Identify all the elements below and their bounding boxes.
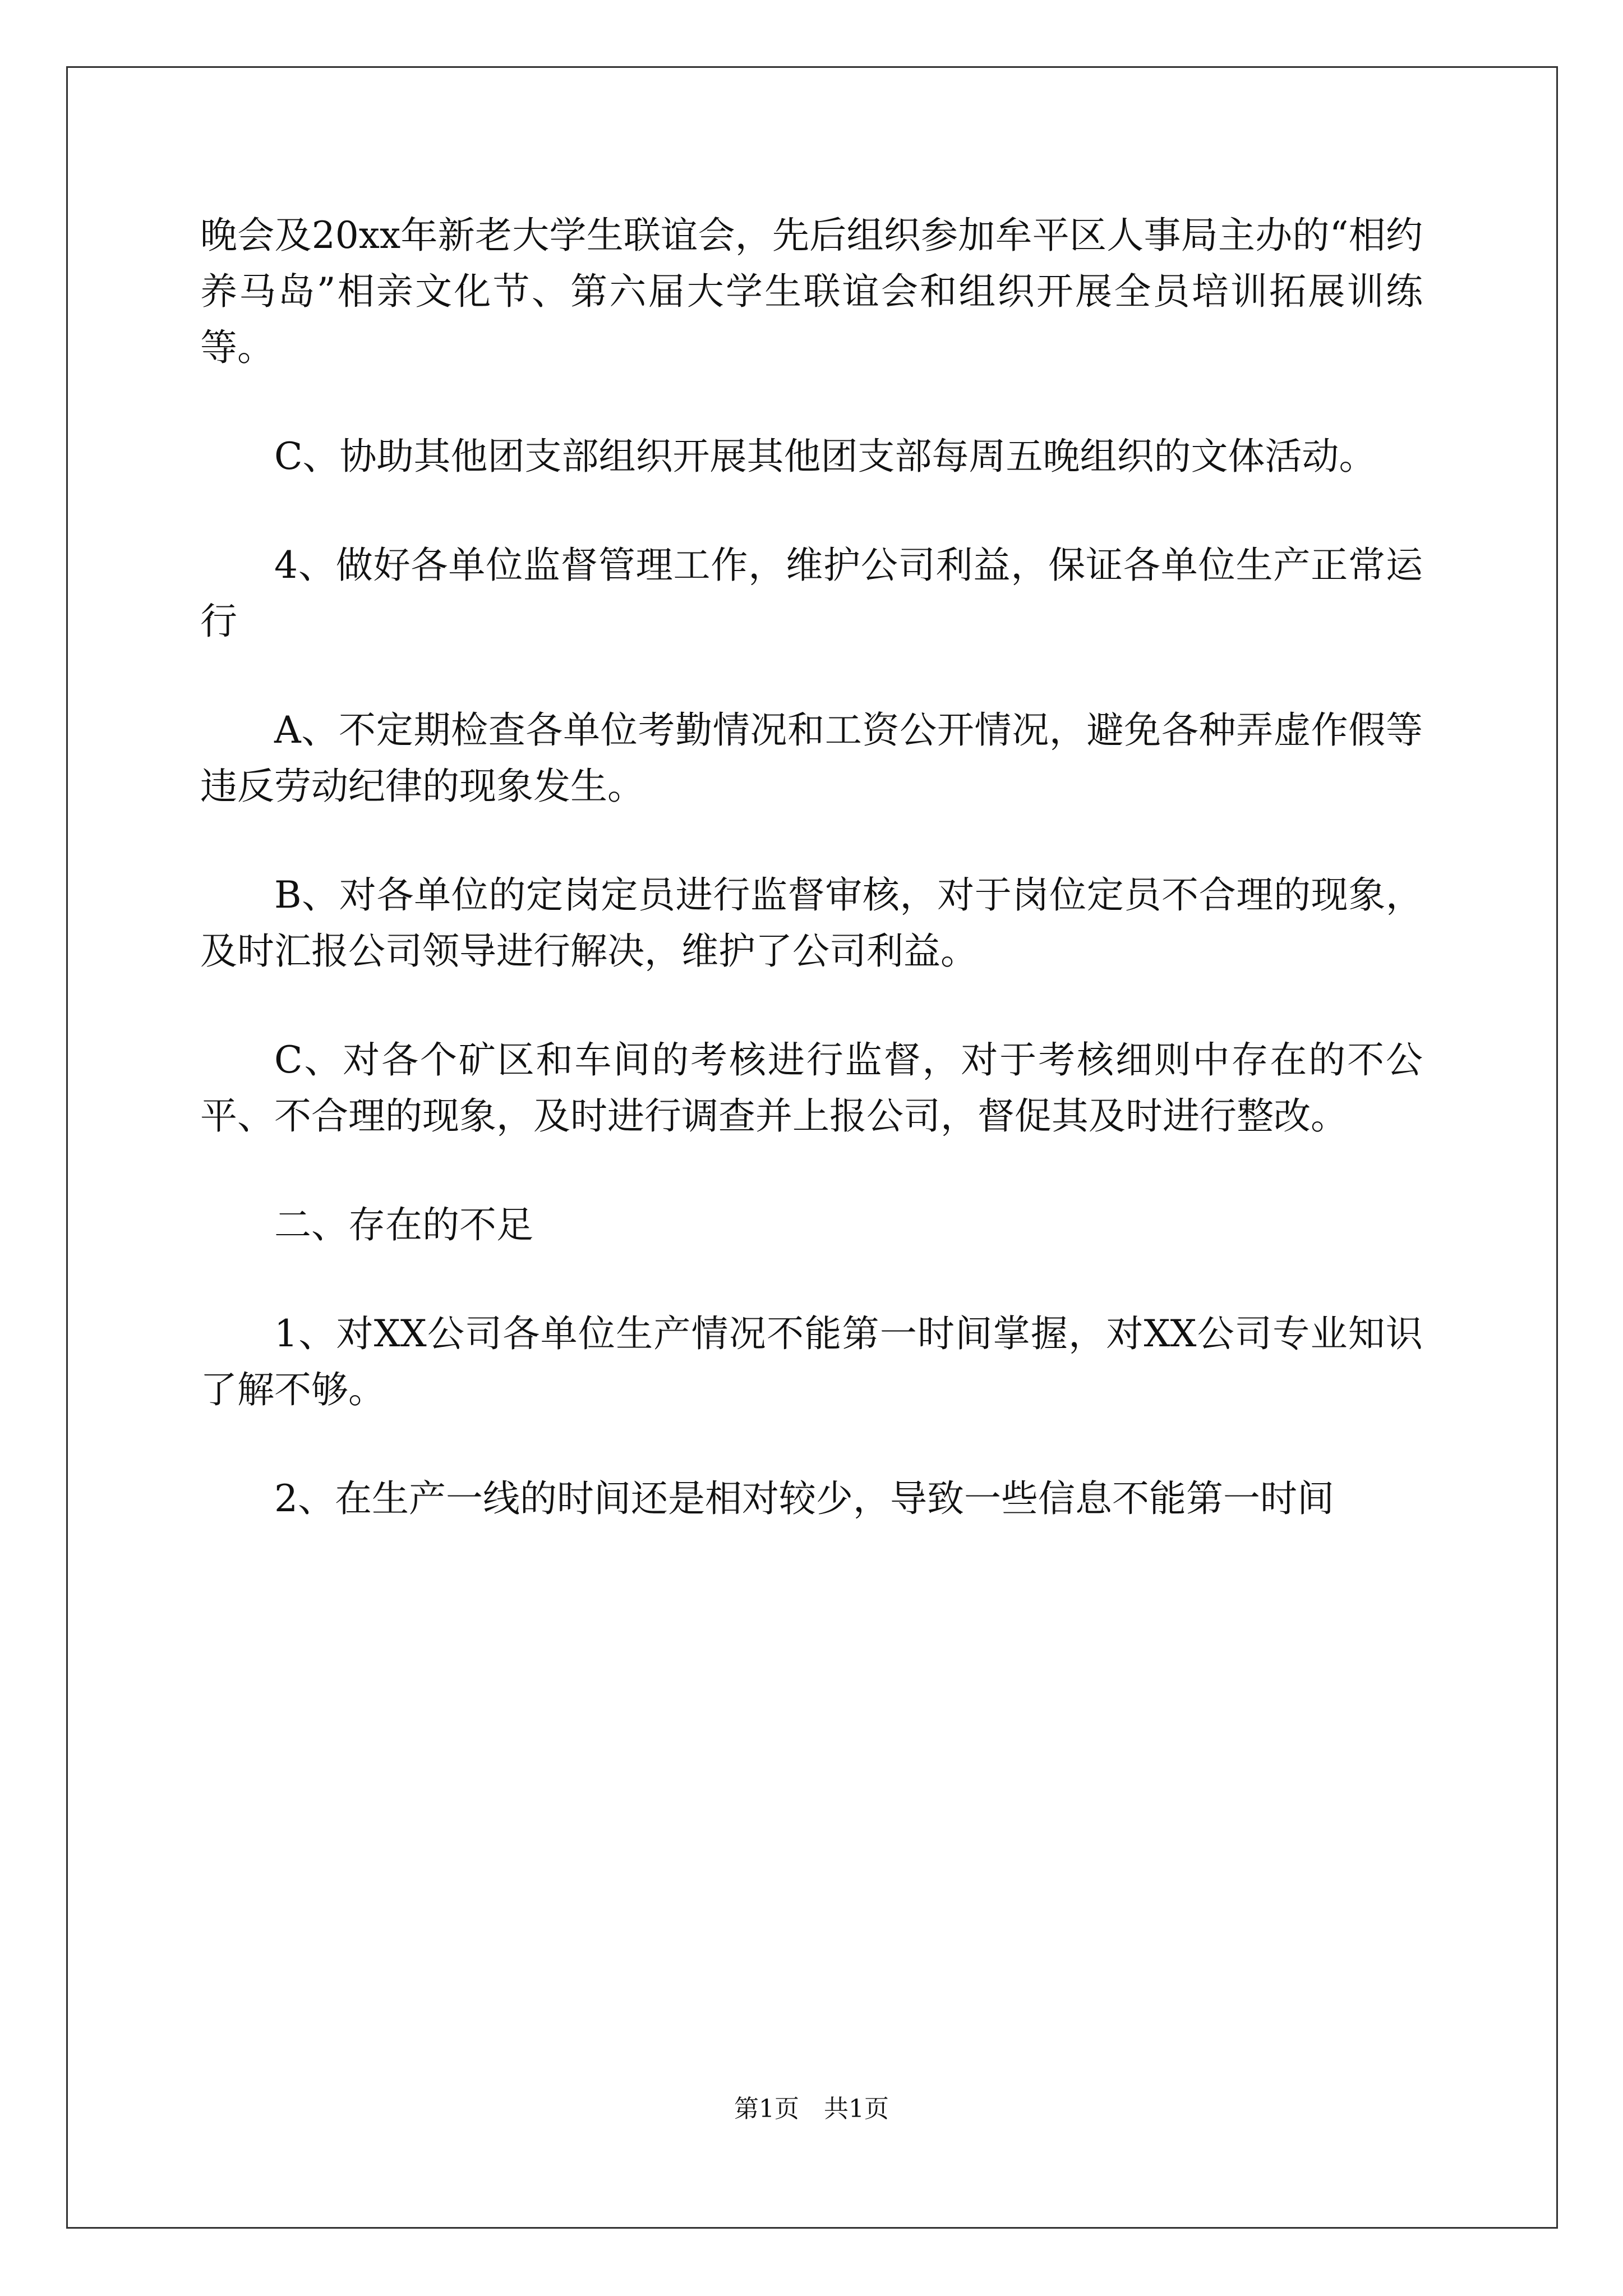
- paragraph: 2、在生产一线的时间还是相对较少，导致一些信息不能第一时间: [274, 1477, 1334, 1520]
- paragraph: A、不定期检查各单位考勤情况和工资公开情况，避免各种弄虚作假等违反劳动纪律的现象发生。: [200, 708, 1423, 808]
- paragraph: C、对各个矿区和车间的考核进行监督，对于考核细则中存在的不公平、不合理的现象，及时进行调查并上报公司，督促其及时进行整改。: [200, 1038, 1423, 1138]
- page-number-footer: 第1页 共1页: [734, 2095, 889, 2123]
- paragraph: B、对各单位的定岗定员进行监督审核，对于岗位定员不合理的现象，及时汇报公司领导进行解决，维护了公司利益。: [200, 873, 1423, 973]
- paragraph: 1、对XX公司各单位生产情况不能第一时间掌握，对XX公司专业知识了解不够。: [200, 1312, 1423, 1411]
- paragraph: 4、做好各单位监督管理工作，维护公司利益，保证各单位生产正常运行: [200, 544, 1423, 643]
- paragraph: 晚会及20xx年新老大学生联谊会，先后组织参加牟平区人事局主办的“相约养马岛”相亲文化节、第六届大学生联谊会和组织开展全员培训拓展训练等。: [200, 214, 1423, 369]
- paragraph: C、协助其他团支部组织开展其他团支部每周五晚组织的文体活动。: [274, 435, 1376, 478]
- document-body: [200, 208, 1423, 1527]
- section-heading: 二、存在的不足: [274, 1203, 533, 1246]
